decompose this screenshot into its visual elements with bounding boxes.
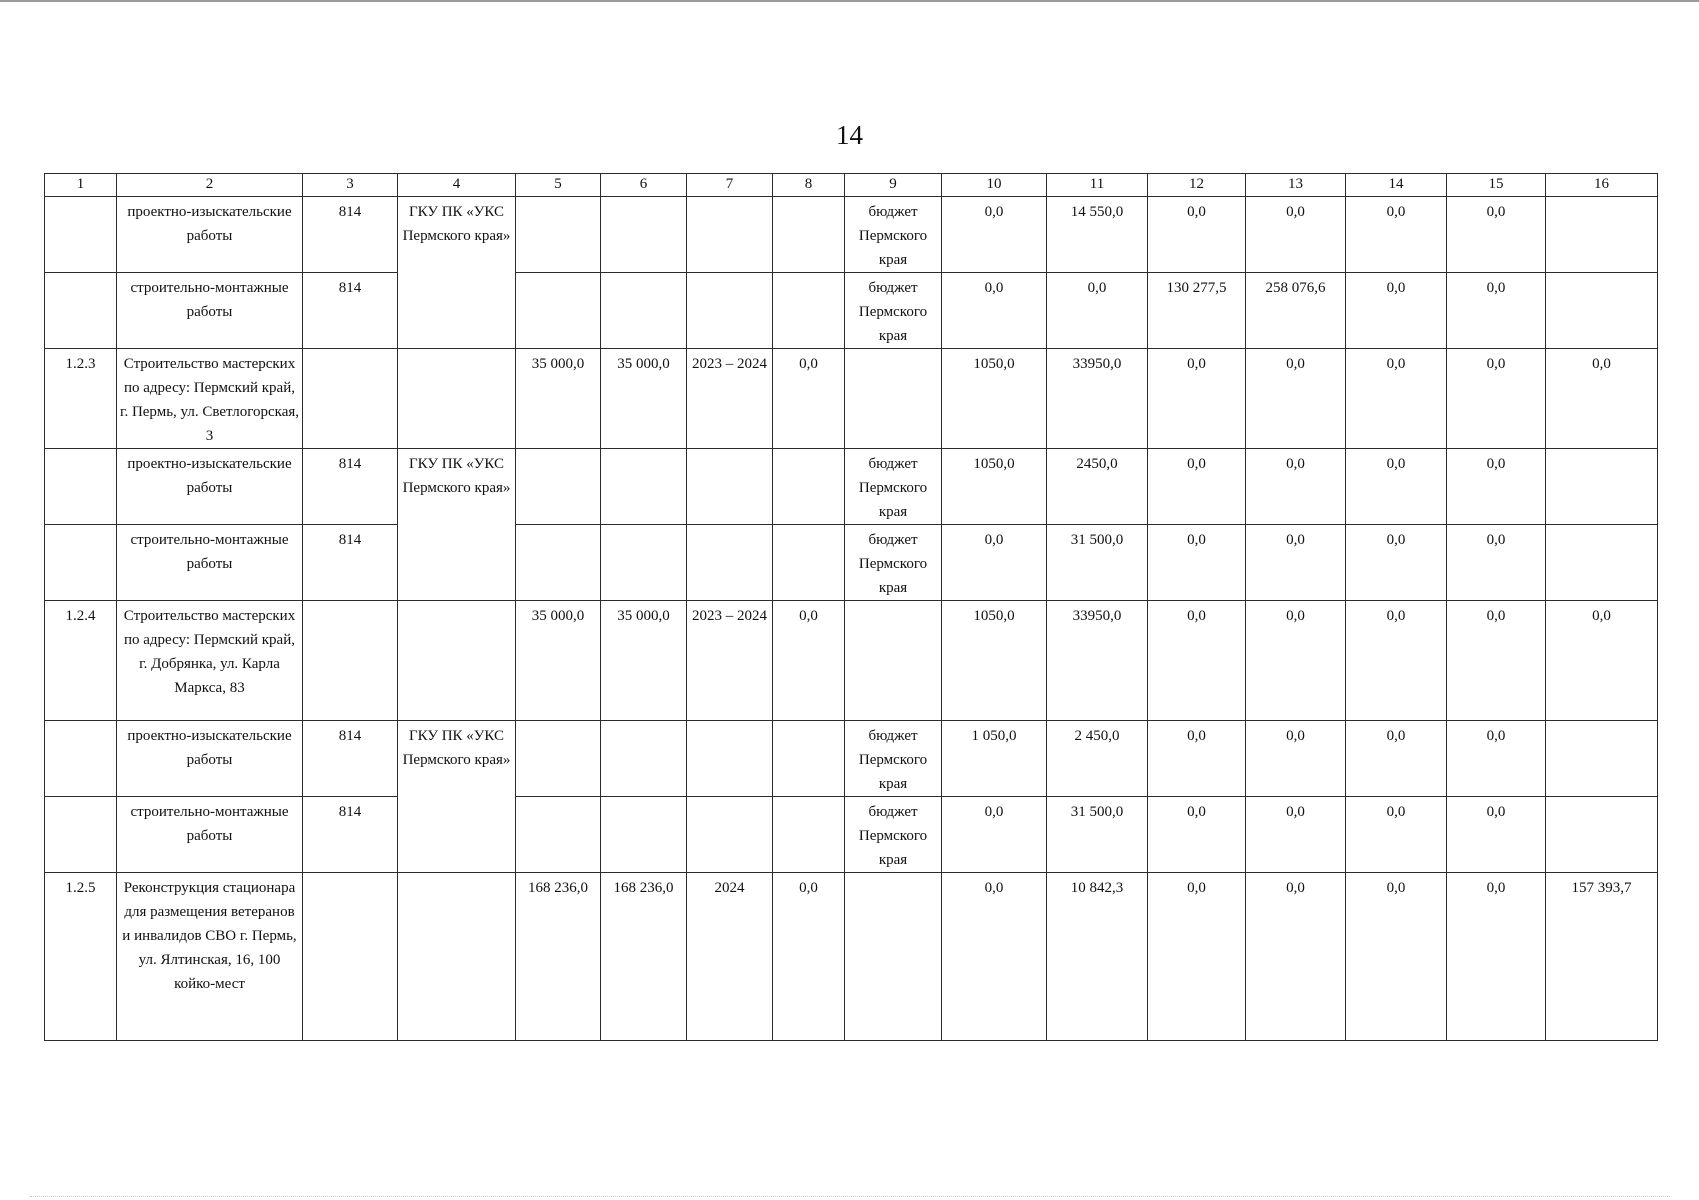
cell-c6 — [601, 449, 687, 525]
cell-c5 — [516, 525, 601, 601]
column-header: 11 — [1047, 174, 1148, 197]
cell-c5 — [516, 721, 601, 797]
cell-c8: 0,0 — [773, 349, 845, 449]
cell-c14: 0,0 — [1346, 449, 1447, 525]
cell-c10: 0,0 — [942, 873, 1047, 1041]
cell-c16 — [1546, 273, 1658, 349]
cell-period — [687, 273, 773, 349]
cell-c6 — [601, 797, 687, 873]
cell-c14: 0,0 — [1346, 273, 1447, 349]
cell-name: Строительство мастерских по адресу: Пермский край, г. Пермь, ул. Светлогорская, 3 — [117, 349, 303, 449]
cell-c14: 0,0 — [1346, 721, 1447, 797]
cell-c15: 0,0 — [1447, 525, 1546, 601]
table-row — [45, 525, 1658, 601]
cell-period — [687, 525, 773, 601]
table-row — [45, 197, 1658, 273]
cell-c13: 0,0 — [1246, 449, 1346, 525]
cell-source: бюджет Пермского края — [845, 525, 942, 601]
cell-c11: 33950,0 — [1047, 349, 1148, 449]
column-header: 2 — [117, 174, 303, 197]
cell-c6: 168 236,0 — [601, 873, 687, 1041]
cell-c13: 0,0 — [1246, 721, 1346, 797]
page-number: 14 — [836, 120, 863, 150]
cell-c16 — [1546, 197, 1658, 273]
table-row — [45, 601, 1658, 721]
cell-c14: 0,0 — [1346, 349, 1447, 449]
cell-c6 — [601, 273, 687, 349]
cell-name: Строительство мастерских по адресу: Пермский край, г. Добрянка, ул. Карла Маркса, 83 — [117, 601, 303, 721]
column-header: 14 — [1346, 174, 1447, 197]
column-header: 6 — [601, 174, 687, 197]
cell-c12: 0,0 — [1148, 873, 1246, 1041]
cell-c13: 0,0 — [1246, 197, 1346, 273]
cell-source: бюджет Пермского края — [845, 197, 942, 273]
cell-c14: 0,0 — [1346, 797, 1447, 873]
cell-c13: 0,0 — [1246, 601, 1346, 721]
cell-c5: 168 236,0 — [516, 873, 601, 1041]
cell-c5 — [516, 273, 601, 349]
cell-number: 1.2.3 — [45, 349, 117, 449]
column-header: 10 — [942, 174, 1047, 197]
table-row — [45, 873, 1658, 1041]
column-header: 13 — [1246, 174, 1346, 197]
cell-c16: 0,0 — [1546, 349, 1658, 449]
cell-c15: 0,0 — [1447, 349, 1546, 449]
cell-c10: 0,0 — [942, 525, 1047, 601]
cell-c15: 0,0 — [1447, 721, 1546, 797]
cell-c6 — [601, 525, 687, 601]
cell-c10: 1 050,0 — [942, 721, 1047, 797]
cell-c10: 1050,0 — [942, 601, 1047, 721]
cell-c8 — [773, 273, 845, 349]
scan-edge-bottom — [30, 1196, 1670, 1197]
cell-c12: 0,0 — [1148, 349, 1246, 449]
cell-name: проектно-изыскательские работы — [117, 197, 303, 273]
cell-c5 — [516, 197, 601, 273]
cell-c8 — [773, 721, 845, 797]
cell-code — [303, 873, 398, 1041]
column-header: 12 — [1148, 174, 1246, 197]
cell-source — [845, 601, 942, 721]
cell-c14: 0,0 — [1346, 197, 1447, 273]
cell-number — [45, 525, 117, 601]
cell-source: бюджет Пермского края — [845, 449, 942, 525]
cell-name: строительно-монтажные работы — [117, 273, 303, 349]
cell-executor — [398, 601, 516, 721]
cell-name: строительно-монтажные работы — [117, 797, 303, 873]
cell-c6: 35 000,0 — [601, 601, 687, 721]
cell-c13: 258 076,6 — [1246, 273, 1346, 349]
cell-c13: 0,0 — [1246, 797, 1346, 873]
budget-table — [44, 173, 1658, 1041]
cell-executor — [398, 349, 516, 449]
cell-c8 — [773, 449, 845, 525]
cell-code: 814 — [303, 525, 398, 601]
cell-number — [45, 197, 117, 273]
cell-c11: 33950,0 — [1047, 601, 1148, 721]
cell-c6 — [601, 197, 687, 273]
cell-number — [45, 273, 117, 349]
column-header: 5 — [516, 174, 601, 197]
cell-c16 — [1546, 797, 1658, 873]
cell-c14: 0,0 — [1346, 525, 1447, 601]
cell-code: 814 — [303, 273, 398, 349]
cell-c6: 35 000,0 — [601, 349, 687, 449]
cell-c8: 0,0 — [773, 601, 845, 721]
cell-c12: 0,0 — [1148, 721, 1246, 797]
cell-period: 2024 — [687, 873, 773, 1041]
cell-executor: ГКУ ПК «УКС Пермского края» — [398, 449, 516, 601]
cell-c15: 0,0 — [1447, 601, 1546, 721]
cell-c15: 0,0 — [1447, 797, 1546, 873]
cell-c13: 0,0 — [1246, 873, 1346, 1041]
cell-c8 — [773, 197, 845, 273]
cell-number — [45, 797, 117, 873]
cell-number: 1.2.5 — [45, 873, 117, 1041]
cell-c10: 0,0 — [942, 197, 1047, 273]
cell-source: бюджет Пермского края — [845, 721, 942, 797]
cell-name: проектно-изыскательские работы — [117, 721, 303, 797]
cell-c12: 0,0 — [1148, 449, 1246, 525]
cell-executor: ГКУ ПК «УКС Пермского края» — [398, 197, 516, 349]
table-row — [45, 349, 1658, 449]
column-header: 3 — [303, 174, 398, 197]
cell-c16 — [1546, 449, 1658, 525]
cell-c13: 0,0 — [1246, 349, 1346, 449]
cell-c16 — [1546, 525, 1658, 601]
cell-c15: 0,0 — [1447, 873, 1546, 1041]
cell-c10: 1050,0 — [942, 449, 1047, 525]
cell-period — [687, 797, 773, 873]
cell-code — [303, 601, 398, 721]
cell-c5 — [516, 797, 601, 873]
cell-period: 2023 – 2024 — [687, 349, 773, 449]
cell-c15: 0,0 — [1447, 449, 1546, 525]
cell-c11: 2450,0 — [1047, 449, 1148, 525]
cell-c5: 35 000,0 — [516, 601, 601, 721]
cell-number — [45, 449, 117, 525]
table-row — [45, 721, 1658, 797]
cell-c11: 31 500,0 — [1047, 797, 1148, 873]
cell-c8: 0,0 — [773, 873, 845, 1041]
cell-c16: 157 393,7 — [1546, 873, 1658, 1041]
cell-period — [687, 197, 773, 273]
cell-c10: 0,0 — [942, 273, 1047, 349]
cell-source: бюджет Пермского края — [845, 797, 942, 873]
cell-c5 — [516, 449, 601, 525]
cell-period: 2023 – 2024 — [687, 601, 773, 721]
cell-code: 814 — [303, 197, 398, 273]
cell-name: проектно-изыскательские работы — [117, 449, 303, 525]
cell-code: 814 — [303, 449, 398, 525]
cell-c15: 0,0 — [1447, 273, 1546, 349]
cell-period — [687, 449, 773, 525]
cell-source — [845, 349, 942, 449]
cell-c16 — [1546, 721, 1658, 797]
column-header: 9 — [845, 174, 942, 197]
cell-number: 1.2.4 — [45, 601, 117, 721]
cell-c15: 0,0 — [1447, 197, 1546, 273]
column-header: 8 — [773, 174, 845, 197]
cell-c6 — [601, 721, 687, 797]
cell-c12: 0,0 — [1148, 197, 1246, 273]
cell-c16: 0,0 — [1546, 601, 1658, 721]
cell-number — [45, 721, 117, 797]
column-header: 1 — [45, 174, 117, 197]
column-header: 7 — [687, 174, 773, 197]
table-row — [45, 449, 1658, 525]
cell-c11: 0,0 — [1047, 273, 1148, 349]
cell-source — [845, 873, 942, 1041]
cell-c11: 2 450,0 — [1047, 721, 1148, 797]
scan-edge — [0, 0, 1699, 2]
cell-c12: 0,0 — [1148, 601, 1246, 721]
cell-c14: 0,0 — [1346, 601, 1447, 721]
cell-executor: ГКУ ПК «УКС Пермского края» — [398, 721, 516, 873]
cell-c14: 0,0 — [1346, 873, 1447, 1041]
cell-c12: 0,0 — [1148, 797, 1246, 873]
cell-code: 814 — [303, 721, 398, 797]
cell-c12: 130 277,5 — [1148, 273, 1246, 349]
cell-source: бюджет Пермского края — [845, 273, 942, 349]
cell-c11: 10 842,3 — [1047, 873, 1148, 1041]
cell-c12: 0,0 — [1148, 525, 1246, 601]
table-row — [45, 797, 1658, 873]
cell-name: строительно-монтажные работы — [117, 525, 303, 601]
column-header: 16 — [1546, 174, 1658, 197]
cell-name: Реконструкция стационара для размещения ветеранов и инвалидов СВО г. Пермь, ул. Ялтинская, 16, 100 койко-мест — [117, 873, 303, 1041]
cell-c13: 0,0 — [1246, 525, 1346, 601]
cell-c8 — [773, 797, 845, 873]
cell-c10: 1050,0 — [942, 349, 1047, 449]
column-number-row — [45, 174, 1658, 197]
cell-code: 814 — [303, 797, 398, 873]
cell-c8 — [773, 525, 845, 601]
cell-code — [303, 349, 398, 449]
cell-executor — [398, 873, 516, 1041]
cell-c10: 0,0 — [942, 797, 1047, 873]
column-header: 4 — [398, 174, 516, 197]
cell-c5: 35 000,0 — [516, 349, 601, 449]
column-header: 15 — [1447, 174, 1546, 197]
cell-c11: 31 500,0 — [1047, 525, 1148, 601]
cell-c11: 14 550,0 — [1047, 197, 1148, 273]
cell-period — [687, 721, 773, 797]
table-row — [45, 273, 1658, 349]
